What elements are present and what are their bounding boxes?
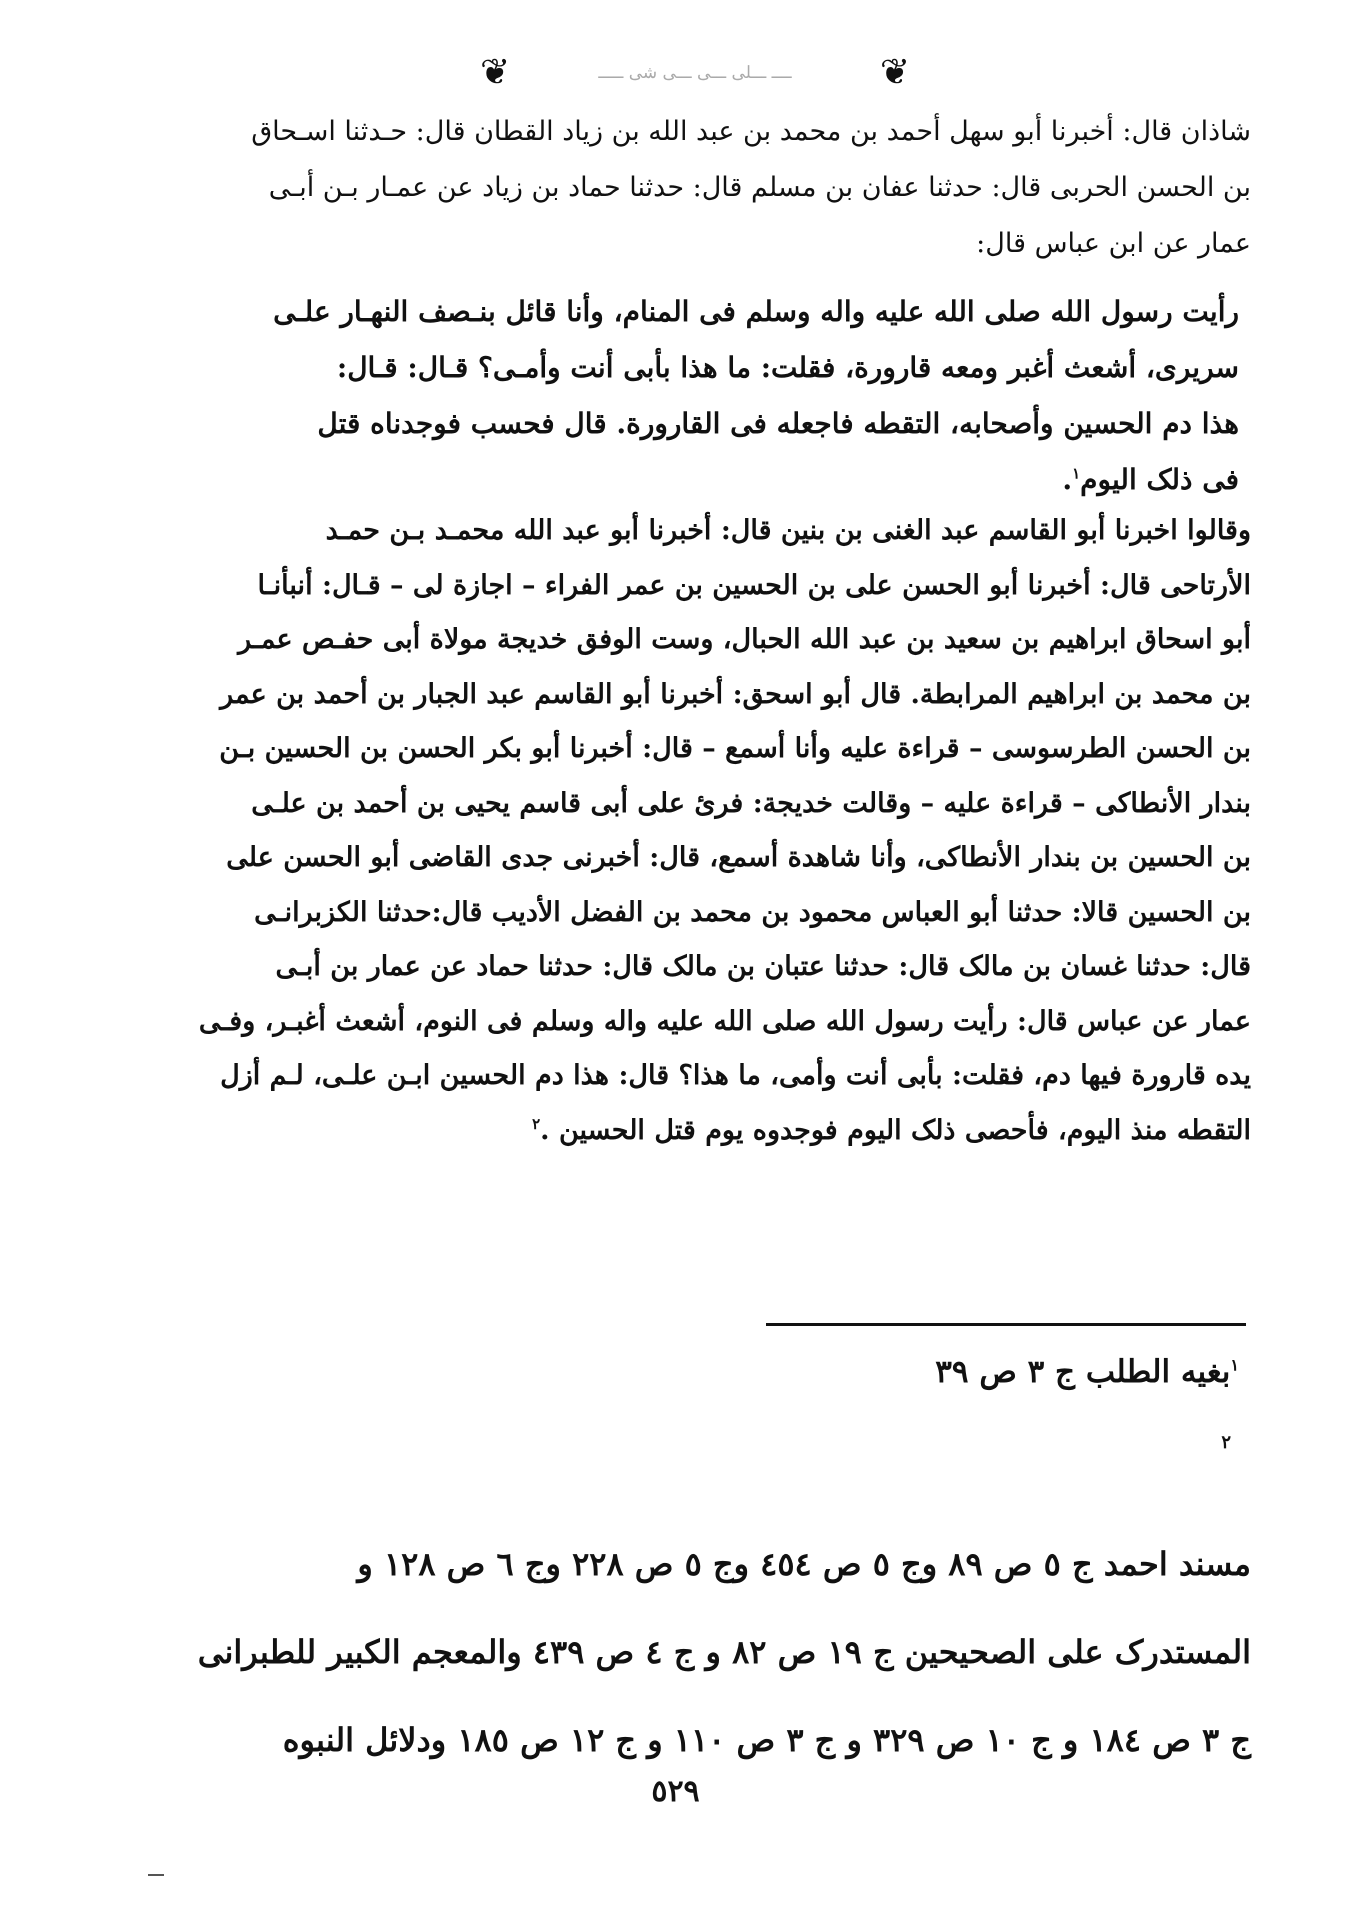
text-line: بن محمد بن ابراهيم المرابطة. قال أبو اسحق: أخبرنا أبو القاسم عبد الجبار بن أحمد بن عمر [220, 678, 1251, 710]
footnote-1 [935, 1354, 1239, 1390]
text-line: بندار الأنطاكى – قراءة عليه – وقالت خديجة: فرئ على أبى قاسم يحيى بن أحمد بن علـى [251, 787, 1251, 819]
text-line-last [112, 1104, 1251, 1159]
footnote-1-mark: ١ [1230, 1355, 1239, 1375]
footnote-ref-1: ١ [1072, 464, 1081, 483]
hadith-quote [188, 284, 1239, 508]
right-ornament-icon: ❦ [879, 52, 910, 93]
quote-last-end: . [1062, 463, 1073, 496]
text-line: بن الحسن الحربى قال: حدثنا عفان بن مسلم قال: حدثنا حماد بن زياد عن عمـار بـن أبـى [268, 172, 1251, 203]
quote-line: هذا دم الحسين وأصحابه، التقطه فاجعله فى القارورة. قال فحسب فوجدناه قتل [317, 407, 1239, 440]
text-line: يده قارورة فيها دم، فقلت: بأبى أنت وأمى، ما هذا؟ قال: هذا دم الحسين ابـن علـى، لـم أزل [220, 1060, 1251, 1091]
footnote-2-mark: ٢ [1221, 1432, 1231, 1453]
quote-line: رأيت رسول الله صلى الله عليه واله وسلم فى المنام، وأنا قائل بنـصف النهـار علـى [273, 295, 1239, 328]
footnote-divider [766, 1323, 1246, 1326]
header-faint-title: ــــ ـــلى ـــى ـــى شى ـــــ [598, 63, 792, 83]
narration-chain-2 [112, 504, 1251, 1158]
text-line: الأرتاحى قال: أخبرنا أبو الحسن على بن الحسين بن عمر الفراء – اجازة لى – قـال: أنبأنـا [257, 569, 1251, 601]
narration-chain-1 [112, 104, 1251, 272]
footnote-1-text: بغيه الطلب ج ٣ ص ٣٩ [935, 1354, 1231, 1390]
text-line: وقالوا اخبرنا أبو القاسم عبد الغنى بن بنين قال: أخبرنا أبو عبد الله محمـد بـن حمـد [325, 515, 1251, 546]
scan-mark [148, 1874, 164, 1876]
footnote-ref-2: ٢ [532, 1114, 541, 1133]
page-number: ٥٢٩ [651, 1774, 700, 1809]
text-line: قال: حدثنا غسان بن مالک قال: حدثنا عتبان بن مالک قال: حدثنا حماد عن عمار بن أبـى [275, 951, 1251, 982]
reference-line: مسند احمد ج ٥ ص ٨٩ وج ٥ ص ٤٥٤ وج ٥ ص ٢٢٨ وج ٦ ص ١٢٨ و [357, 1545, 1251, 1583]
quote-last-line [188, 452, 1239, 508]
text-line: بن الحسين قالا: حدثنا أبو العباس محمود بن محمد بن الفضل الأديب قال:حدثنا الكزبرانـى [254, 896, 1251, 928]
left-ornament-icon: ❦ [480, 52, 511, 93]
text-line: بن الحسين بن بندار الأنطاكى، وأنا شاهدة أسمع، قال: أخبرنى جدى القاضى أبو الحسن على [226, 842, 1251, 873]
references-block [104, 1520, 1251, 1784]
quote-last-text: فى ذلک اليوم [1080, 463, 1239, 496]
last-line-text: التقطه منذ اليوم، فأحصى ذلک اليوم فوجدوه يوم قتل الحسين . [540, 1114, 1251, 1146]
text-line: عمار عن عباس قال: رأيت رسول الله صلى الله عليه واله وسلم فى النوم، أشعث أغبـر، وفـى [198, 1005, 1251, 1037]
reference-line: ج ٣ ص ١٨٤ و ج ١٠ ص ٣٢٩ و ج ٣ ص ١١٠ و ج ١٢ ص ١٨٥ ودلائل النبوه [282, 1721, 1251, 1759]
reference-line: المستدرک على الصحيحين ج ١٩ ص ٨٢ و ج ٤ ص ٤٣٩ والمعجم الكبير للطبرانى [197, 1633, 1251, 1671]
text-line: عمار عن ابن عباس قال: [976, 228, 1251, 259]
text-line: شاذان قال: أخبرنا أبو سهل أحمد بن محمد بن عبد الله بن زياد القطان قال: حـدثنا اسـحاق [251, 116, 1251, 147]
text-line: بن الحسن الطرسوسى – قراءة عليه وأنا أسمع – قال: أخبرنا أبو بكر الحسن بن الحسين بـن [219, 733, 1251, 764]
quote-line: سريرى، أشعث أغبر ومعه قارورة، فقلت: ما هذا بأبى أنت وأمـى؟ قـال: قـال: [336, 351, 1239, 384]
text-line: أبو اسحاق ابراهيم بن سعيد بن عبد الله الحبال، وست الوفق خديجة مولاة أبى حفـص عمـر [238, 624, 1251, 655]
page-header-ornament [480, 48, 910, 98]
